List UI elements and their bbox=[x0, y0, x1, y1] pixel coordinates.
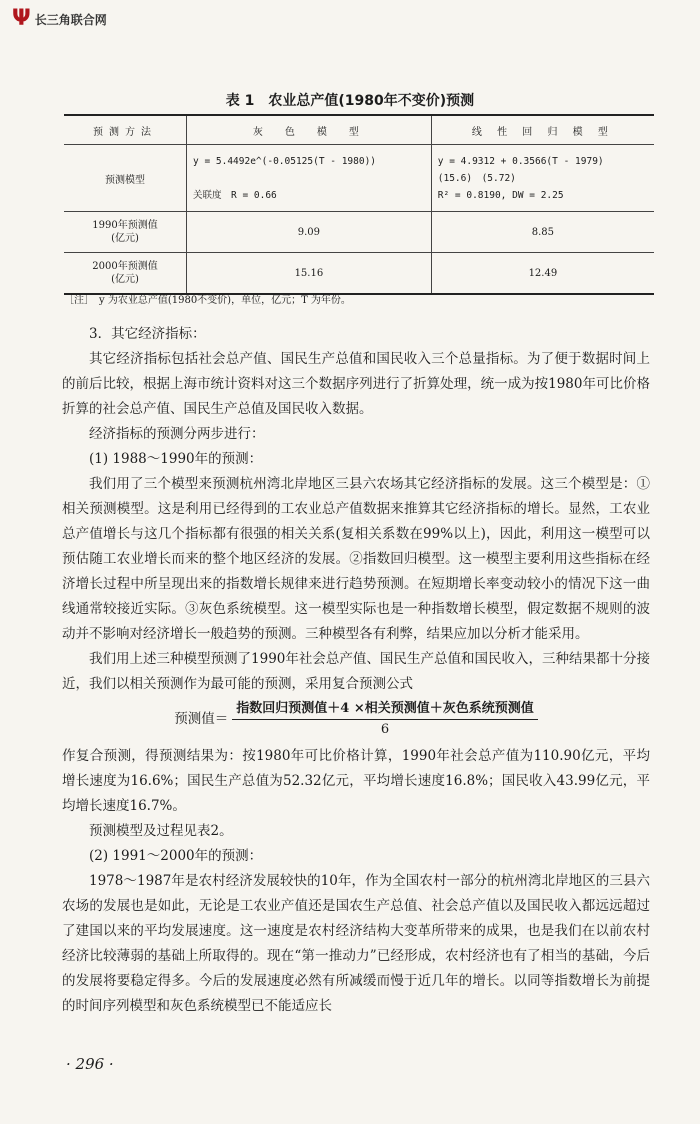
paragraph: 我们用上述三种模型预测了1990年社会总产值、国民生产总值和国民收入，三种结果都十分接近，我们以相关预测作为最可能的预测，采用复合预测公式 bbox=[62, 651, 650, 692]
paragraph: 1978～1987年是农村经济发展较快的10年，作为全国农村一部分的杭州湾北岸地区的三县六农场的发展也是如此，无论是工农业产值还是国农生产总值、社会总产值以及国民收入都远远超过了建国以来的平均发展速度。这一速度是农村经济结构大变革所带来的成果，也是我们在以前农村经济比较薄弱的基础上所取得的。现在“第一推动力”已经形成，农村经济也有了相当的基础，今后的发展将要稳定得多。今后的发展速度必然有所减缓而慢于近几年的增长。以同等指数增长为前提的时间序列模型和灰色系统模型已不能适应长 bbox=[62, 873, 650, 1014]
formula-denominator: 6 bbox=[380, 722, 390, 737]
site-logo-icon: Ψ bbox=[12, 6, 31, 31]
site-name: 长三角联合网 bbox=[34, 12, 107, 27]
paragraph: 经济指标的预测分两步进行： bbox=[89, 426, 265, 442]
linear-t-values: (15.6) (5.72) bbox=[437, 172, 516, 184]
grey-equation: y = 5.4492e^(-0.05125(T - 1980)) bbox=[193, 155, 377, 167]
table-note: ［注］ y 为农业总产值(1980不变价)，单位，亿元；T 为年份。 bbox=[64, 295, 351, 306]
row-label-unit: (亿元) bbox=[111, 233, 139, 244]
linear-2000-value: 12.49 bbox=[431, 253, 654, 295]
step-heading: (1) 1988～1990年的预测： bbox=[89, 451, 263, 467]
col-header-grey: 灰 色 模 型 bbox=[187, 115, 432, 145]
formula-numerator: 指数回归预测值＋4 ×相关预测值＋灰色系统预测值 bbox=[232, 699, 537, 720]
grey-model-cell bbox=[187, 145, 432, 212]
linear-equation: y = 4.9312 + 0.3566(T - 1979) bbox=[437, 155, 604, 167]
col-header-method: 预测方法 bbox=[64, 115, 187, 145]
paragraph: 我们用了三个模型来预测杭州湾北岸地区三县六农场其它经济指标的发展。这三个模型是：①相关预测模型。这是利用已经得到的工农业总产值数据来推算其它经济指标的增长。显然，工农业总产值增长与这几个指标都有很强的相关关系(复相关系数在99%以上)，因此，利用这一模型可以预估随工农业增长而来的整个地区经济的发展。②指数回归模型。这一模型主要利用这些指标在经济增长过程中所呈现出来的指数增长规律来进行趋势预测。在短期增长率变动较小的情况下这一曲线通常较接近实际。③灰色系统模型。这一模型实际也是一种指数增长模型，假定数据不规则的波动并不影响对经济增长一般趋势的预测。三种模型各有利弊，结果应加以分析才能采用。 bbox=[62, 476, 650, 642]
formula-fraction bbox=[232, 699, 537, 740]
linear-1990-value: 8.85 bbox=[431, 212, 654, 253]
row-label-line: 1990年预测值 bbox=[92, 220, 158, 231]
forecast-table bbox=[64, 114, 654, 295]
table-row bbox=[64, 212, 654, 253]
row-label-line: 2000年预测值 bbox=[92, 261, 158, 272]
formula-lhs: 预测值＝ bbox=[174, 711, 229, 727]
table-row bbox=[64, 253, 654, 295]
row-label-model: 预测模型 bbox=[64, 145, 187, 212]
col-header-linear: 线 性 回 归 模 型 bbox=[431, 115, 654, 145]
body-text bbox=[62, 322, 650, 1019]
paragraph: 其它经济指标包括社会总产值、国民生产总值和国民收入三个总量指标。为了便于数据时间上的前后比较，根据上海市统计资料对这三个数据序列进行了折算处理，统一成为按1980年可比价格折算的社会总产值、国民生产总值及国民收入数据。 bbox=[62, 351, 650, 417]
page-number: · 296 · bbox=[66, 1055, 114, 1073]
grey-1990-value: 9.09 bbox=[187, 212, 432, 253]
paragraph: 预测模型及过程见表2。 bbox=[89, 823, 233, 839]
table-row-model bbox=[64, 145, 654, 212]
table-title: 表 1 农业总产值(1980年不变价)预测 bbox=[225, 93, 475, 109]
linear-stats: R² = 0.8190, DW = 2.25 bbox=[437, 189, 564, 201]
composite-formula bbox=[62, 699, 650, 740]
row-label-1990 bbox=[64, 212, 187, 253]
table-header-row bbox=[64, 115, 654, 145]
paragraph: 作复合预测，得预测结果为：按1980年可比价格计算，1990年社会总产值为110.90亿元，平均增长速度为16.6%；国民生产总值为52.32亿元，平均增长速度16.8%；国民收入43.99亿元，平均增长速度16.7%。 bbox=[62, 748, 650, 814]
row-label-2000 bbox=[64, 253, 187, 295]
linear-model-cell bbox=[431, 145, 654, 212]
grey-2000-value: 15.16 bbox=[187, 253, 432, 295]
section-heading: 3．其它经济指标： bbox=[89, 326, 206, 342]
site-header bbox=[12, 8, 107, 30]
step-heading: (2) 1991～2000年的预测： bbox=[89, 848, 263, 864]
grey-correlation: 关联度 R = 0.66 bbox=[193, 189, 277, 201]
row-label-unit: (亿元) bbox=[111, 274, 139, 285]
